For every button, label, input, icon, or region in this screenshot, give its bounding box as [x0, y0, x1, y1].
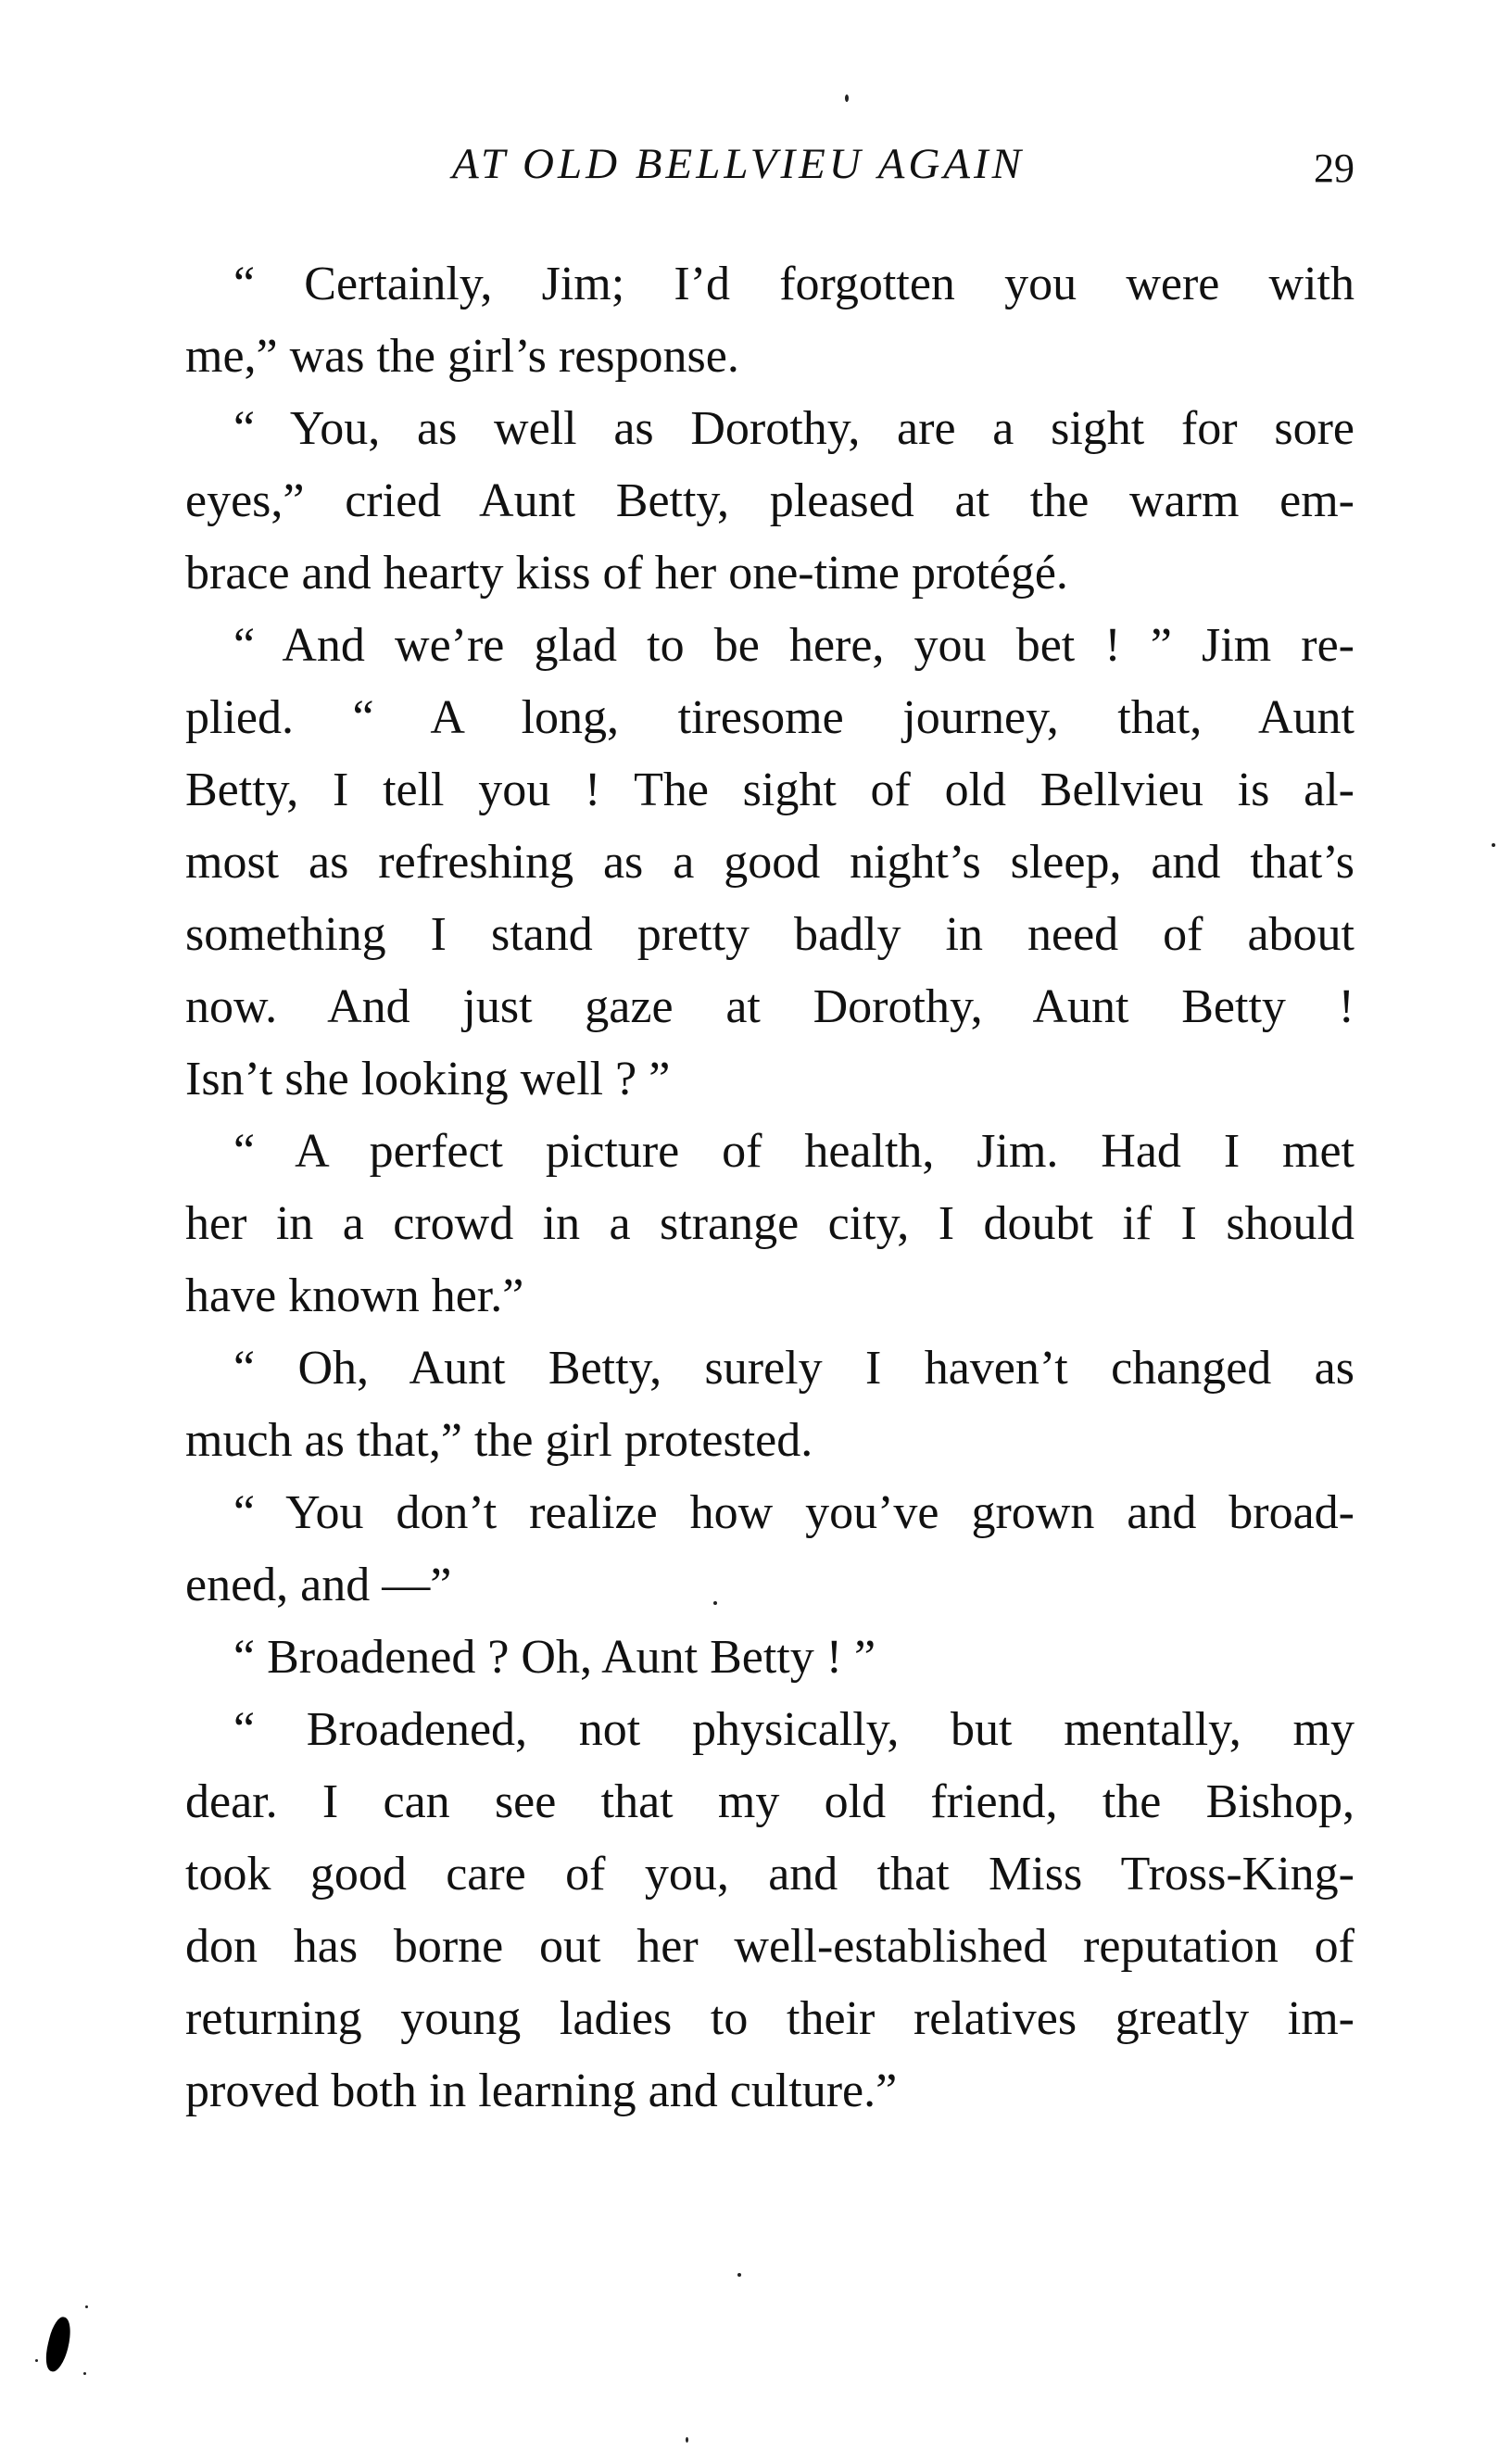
text-line: most as refreshing as a good night’s sleep, and that’s [185, 836, 1354, 889]
text-line: something I stand pretty badly in need of about [185, 908, 1354, 961]
text-line: brace and hearty kiss of her one-time protégé. [185, 547, 1068, 600]
text-line: took good care of you, and that Miss Tross-King- [185, 1848, 1354, 1901]
text-line: don has borne out her well-established reputation of [185, 1920, 1354, 1973]
running-head [0, 139, 1512, 204]
scan-speck [845, 95, 849, 102]
text-line: “ And we’re glad to be here, you bet ! ” Jim re- [233, 619, 1354, 672]
text-line: ened, and —” [185, 1559, 452, 1611]
scan-speck [83, 2372, 86, 2375]
text-line: Betty, I tell you ! The sight of old Bellvieu is al- [185, 764, 1354, 816]
text-line: “ You don’t realize how you’ve grown and broad- [233, 1486, 1354, 1539]
text-line: “ Broadened, not physically, but mentally, my [233, 1703, 1354, 1756]
text-line: plied. “ A long, tiresome journey, that, Aunt [185, 691, 1354, 744]
running-title: AT OLD BELLVIEU AGAIN [452, 140, 1026, 188]
text-line: “ Certainly, Jim; I’d forgotten you were with [233, 258, 1354, 310]
text-line: dear. I can see that my old friend, the Bishop, [185, 1775, 1354, 1828]
text-line: “ Oh, Aunt Betty, surely I haven’t changed as [233, 1342, 1354, 1395]
scan-speck [686, 2437, 688, 2443]
text-line: returning young ladies to their relatives greatly im- [185, 1992, 1354, 2045]
scan-speck [713, 1601, 717, 1605]
text-line: her in a crowd in a strange city, I doubt if I should [185, 1197, 1354, 1250]
text-line: much as that,” the girl protested. [185, 1414, 813, 1467]
scan-speck [1492, 843, 1495, 847]
page-number: 29 [1314, 145, 1354, 191]
text-line: “ You, as well as Dorothy, are a sight for sore [233, 402, 1354, 455]
text-line: “ A perfect picture of health, Jim. Had I met [233, 1125, 1354, 1178]
text-line: “ Broadened ? Oh, Aunt Betty ! ” [233, 1631, 876, 1684]
scan-speck [737, 2273, 741, 2277]
scan-speck [35, 2359, 38, 2362]
text-line: Isn’t she looking well ? ” [185, 1053, 671, 1105]
text-line: me,” was the girl’s response. [185, 330, 739, 383]
text-line: have known her.” [185, 1269, 524, 1322]
text-line: proved both in learning and culture.” [185, 2065, 898, 2117]
text-line: now. And just gaze at Dorothy, Aunt Betty ! [185, 980, 1354, 1033]
ink-blot [42, 2315, 75, 2374]
body-text [185, 248, 1354, 2128]
scan-speck [85, 2305, 88, 2308]
text-line: eyes,” cried Aunt Betty, pleased at the warm em- [185, 474, 1354, 527]
